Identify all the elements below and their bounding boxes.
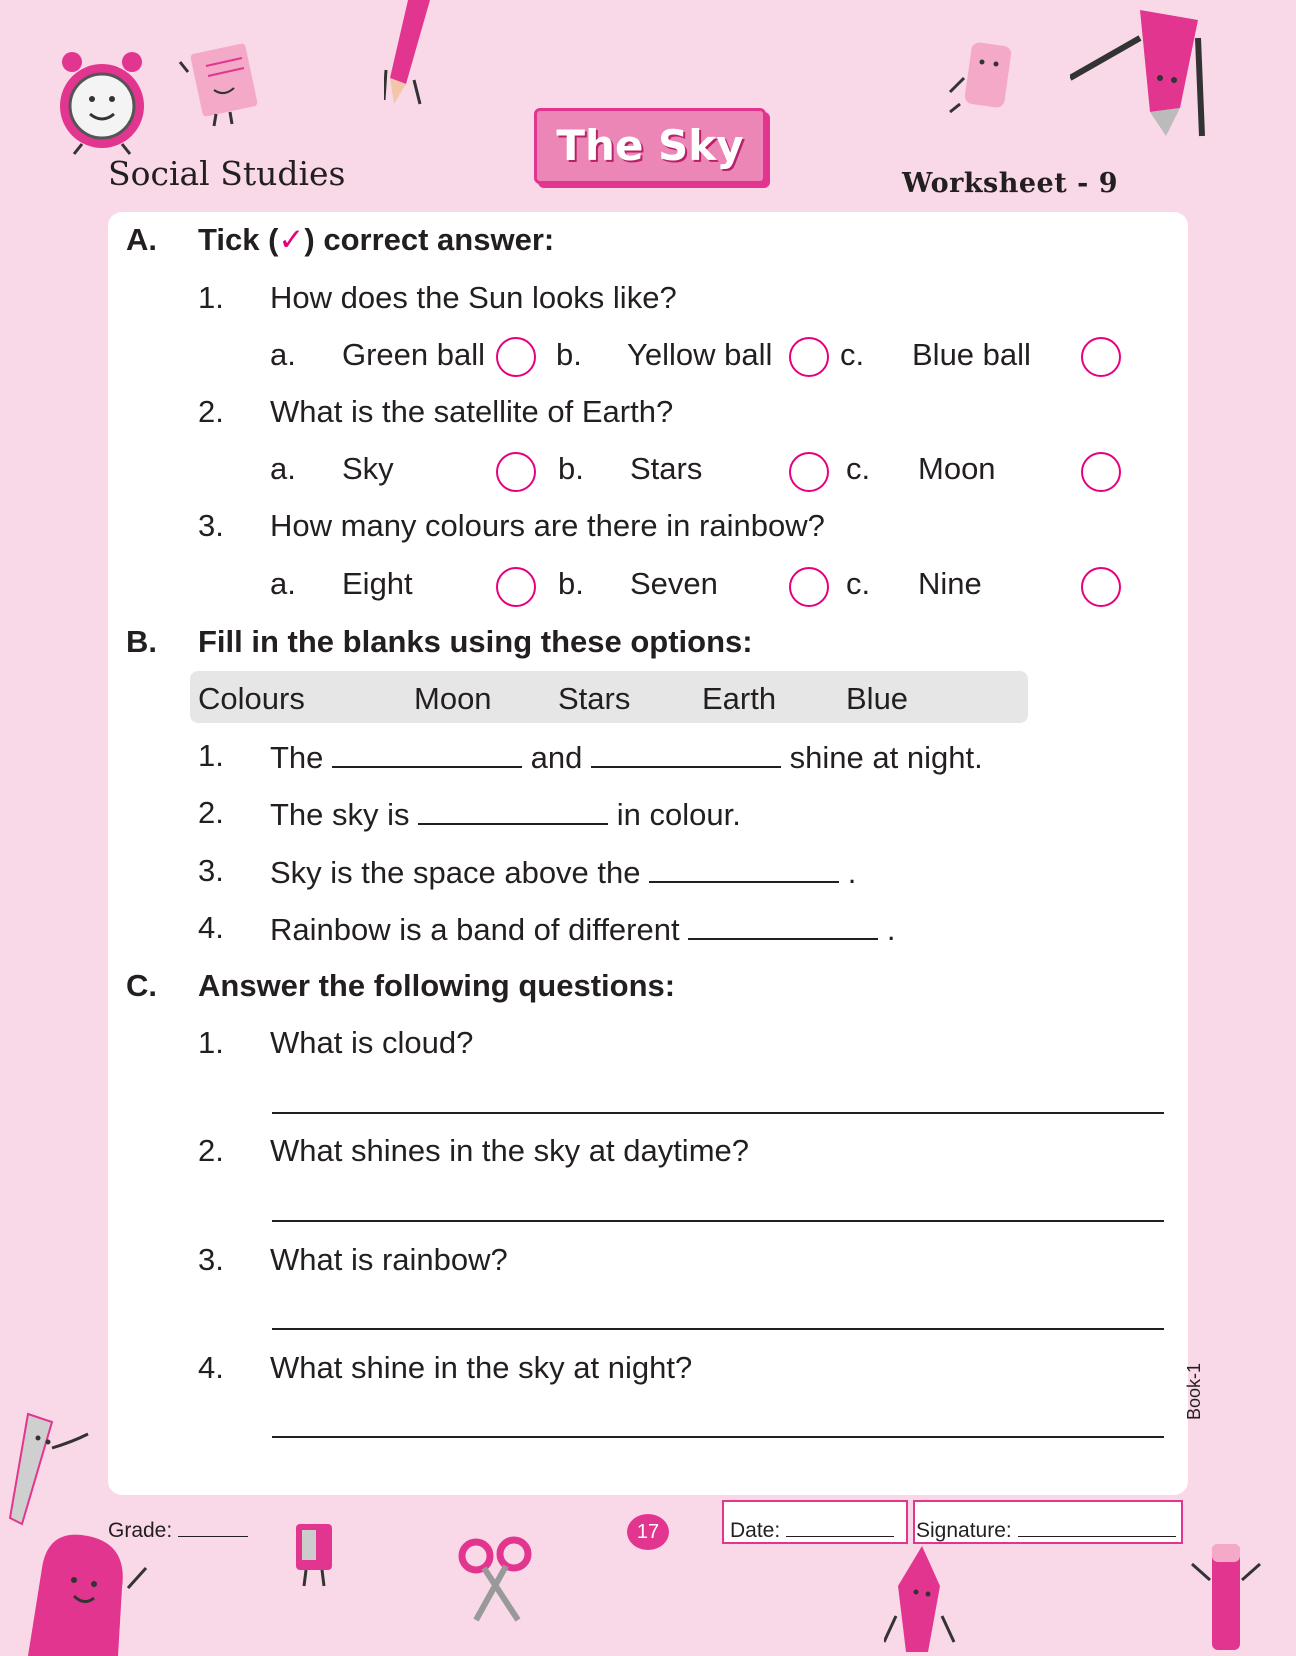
fill-blank-item — [270, 853, 856, 891]
section-b-letter: B. — [126, 624, 157, 659]
item-text: shine at night. — [789, 740, 983, 775]
answer-circle-checkbox[interactable] — [789, 567, 829, 607]
section-c-heading: Answer the following questions: — [198, 968, 676, 1003]
answer-line[interactable] — [272, 1436, 1164, 1438]
option-label: Yellow ball — [627, 337, 773, 372]
worksheet-title-badge — [534, 108, 766, 184]
subject-title: Social Studies — [108, 154, 346, 193]
item-text: The sky is — [270, 797, 410, 832]
item-text: and — [530, 740, 583, 775]
book-label: Book-1 — [1184, 1362, 1204, 1420]
question-text: What is the satellite of Earth? — [270, 394, 674, 429]
fill-blank-item — [270, 910, 895, 948]
item-text: Rainbow is a band of different — [270, 912, 680, 947]
word-bank-option: Colours — [198, 681, 305, 716]
blank-field[interactable] — [688, 910, 878, 940]
item-number: 2. — [198, 795, 224, 830]
question-text: What shine in the sky at night? — [270, 1350, 693, 1385]
blank-field[interactable] — [649, 853, 839, 883]
date-field — [730, 1518, 894, 1543]
item-text: in colour. — [616, 797, 741, 832]
worksheet-number: Worksheet - 9 — [901, 168, 1118, 199]
ruler-mascot-icon — [8, 1408, 92, 1528]
option-letter: b. — [558, 451, 584, 486]
crayon-mascot-icon — [884, 1546, 960, 1652]
option-letter: b. — [558, 566, 584, 601]
signature-label: Signature: — [916, 1519, 1012, 1542]
heading-text: Tick ( — [198, 222, 279, 257]
item-text: The — [270, 740, 324, 775]
scissors-icon — [456, 1536, 536, 1624]
fill-blank-item — [270, 795, 741, 833]
grade-label: Grade: — [108, 1519, 173, 1542]
option-letter: b. — [556, 337, 582, 372]
answer-circle-checkbox[interactable] — [496, 567, 536, 607]
signature-field — [916, 1518, 1176, 1543]
option-letter: c. — [846, 451, 871, 486]
section-a-heading — [198, 222, 554, 258]
question-text: What is cloud? — [270, 1025, 474, 1060]
question-number: 1. — [198, 280, 224, 315]
option-label: Seven — [630, 566, 718, 601]
worksheet-title: The Sky — [556, 121, 744, 170]
question-number: 1. — [198, 1025, 224, 1060]
item-number: 4. — [198, 910, 224, 945]
alarm-clock-icon — [52, 44, 152, 156]
answer-circle-checkbox[interactable] — [1081, 452, 1121, 492]
item-text: . — [886, 912, 896, 947]
item-number: 1. — [198, 738, 224, 773]
item-text: . — [847, 855, 857, 890]
question-text: What is rainbow? — [270, 1242, 508, 1277]
word-bank-option: Moon — [414, 681, 492, 716]
sharpener-icon — [284, 1520, 346, 1590]
answer-circle-checkbox[interactable] — [496, 337, 536, 377]
item-number: 3. — [198, 853, 224, 888]
blank-field[interactable] — [332, 738, 522, 768]
eraser-icon — [946, 40, 1022, 120]
answer-line[interactable] — [272, 1220, 1164, 1222]
section-b-heading: Fill in the blanks using these options: — [198, 624, 753, 659]
answer-circle-checkbox[interactable] — [789, 337, 829, 377]
blank-field[interactable] — [418, 795, 608, 825]
marker-mascot-icon — [1188, 1540, 1264, 1654]
answer-line[interactable] — [272, 1112, 1164, 1114]
grade-blank[interactable] — [178, 1518, 248, 1537]
section-a-letter: A. — [126, 222, 157, 257]
option-letter: c. — [840, 337, 865, 372]
answer-circle-checkbox[interactable] — [1081, 567, 1121, 607]
pencil-mascot-icon — [1070, 8, 1210, 138]
option-label: Stars — [630, 451, 703, 486]
grade-field — [108, 1518, 248, 1543]
option-label: Sky — [342, 451, 394, 486]
question-text: How does the Sun looks like? — [270, 280, 677, 315]
pencil-icon — [384, 0, 434, 108]
fill-blank-item — [270, 738, 983, 776]
option-label: Green ball — [342, 337, 486, 372]
option-letter: a. — [270, 451, 296, 486]
option-label: Eight — [342, 566, 413, 601]
option-letter: a. — [270, 566, 296, 601]
backpack-icon — [18, 1528, 148, 1656]
question-number: 4. — [198, 1350, 224, 1385]
answer-line[interactable] — [272, 1328, 1164, 1330]
page-number: 17 — [627, 1514, 669, 1550]
blank-field[interactable] — [591, 738, 781, 768]
section-c-letter: C. — [126, 968, 157, 1003]
heading-text: ) correct answer: — [304, 222, 555, 257]
question-text: How many colours are there in rainbow? — [270, 508, 825, 543]
option-letter: a. — [270, 337, 296, 372]
answer-circle-checkbox[interactable] — [789, 452, 829, 492]
question-number: 3. — [198, 508, 224, 543]
signature-blank[interactable] — [1018, 1518, 1176, 1537]
answer-circle-checkbox[interactable] — [1081, 337, 1121, 377]
answer-circle-checkbox[interactable] — [496, 452, 536, 492]
date-label: Date: — [730, 1519, 781, 1542]
option-label: Blue ball — [912, 337, 1031, 372]
item-text: Sky is the space above the — [270, 855, 641, 890]
question-text: What shines in the sky at daytime? — [270, 1133, 750, 1168]
option-label: Moon — [918, 451, 996, 486]
word-bank-option: Blue — [846, 681, 909, 716]
question-number: 3. — [198, 1242, 224, 1277]
question-number: 2. — [198, 394, 224, 429]
word-bank-option: Stars — [558, 681, 631, 716]
option-letter: c. — [846, 566, 871, 601]
date-blank[interactable] — [786, 1518, 894, 1537]
tick-icon: ✓ — [278, 222, 305, 257]
notepad-icon — [178, 42, 268, 128]
word-bank-option: Earth — [702, 681, 777, 716]
option-label: Nine — [918, 566, 982, 601]
question-number: 2. — [198, 1133, 224, 1168]
